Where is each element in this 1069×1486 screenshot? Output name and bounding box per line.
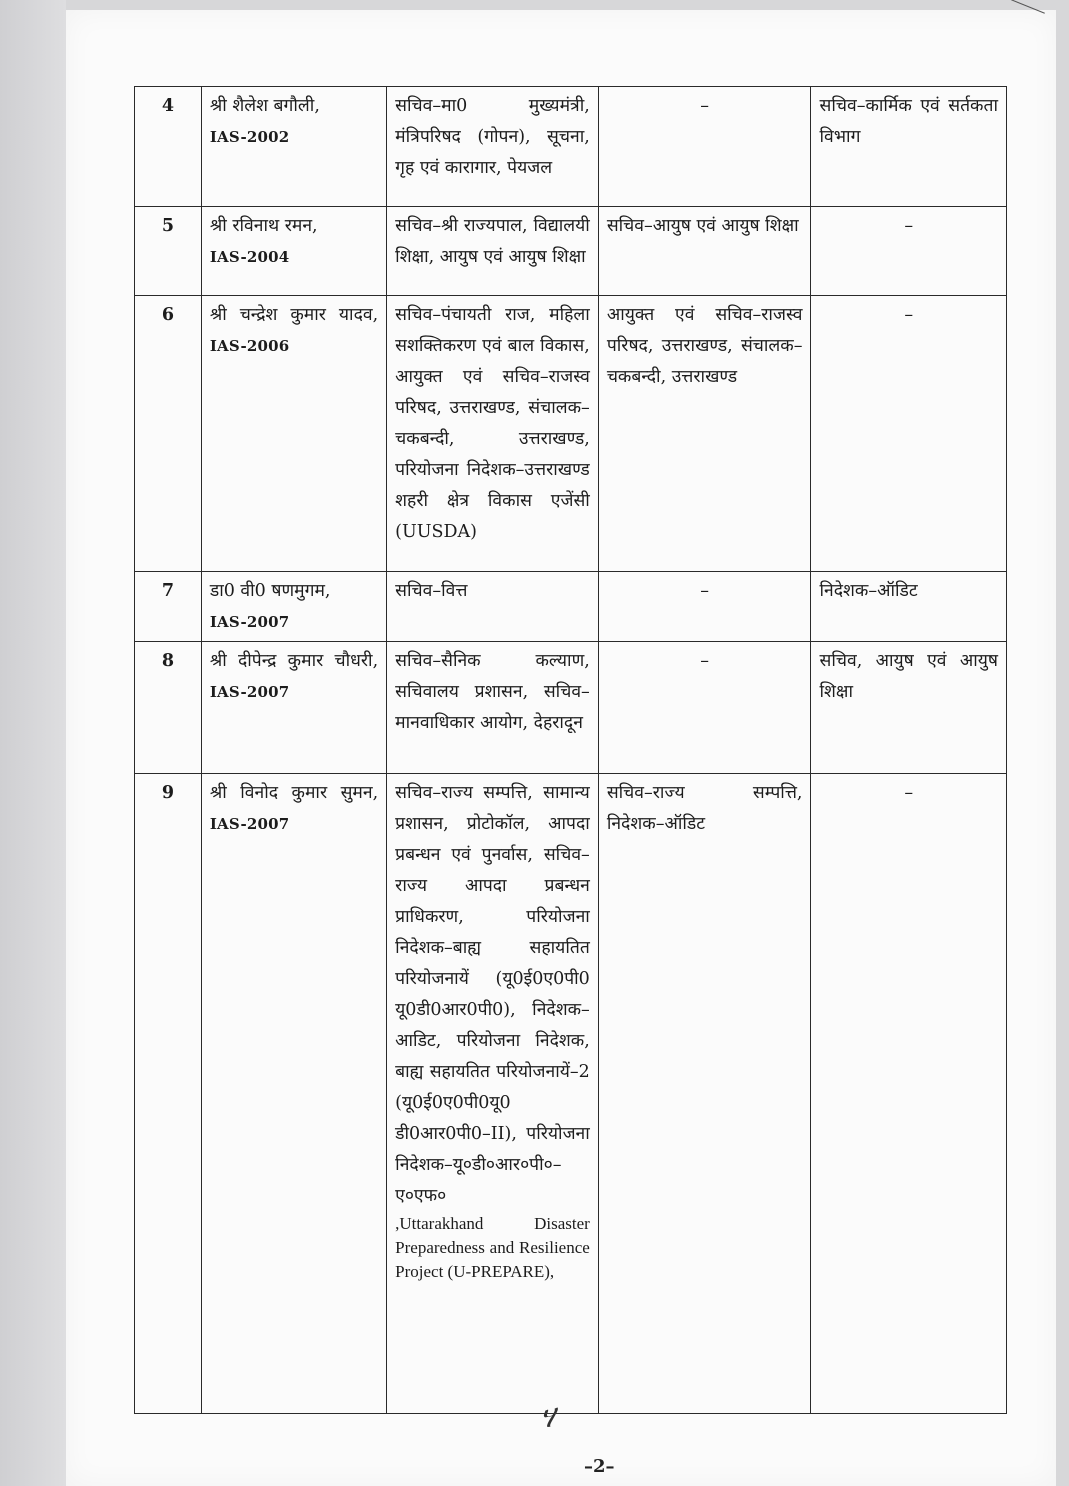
current-posting: सचिव–वित्त bbox=[387, 572, 599, 642]
transfer-table bbox=[134, 86, 1007, 1414]
new-posting bbox=[811, 774, 1007, 1414]
current-posting: सचिव–श्री राज्यपाल, विद्यालयी शिक्षा, आयुष एवं आयुष शिक्षा bbox=[387, 207, 599, 296]
removed-posting: सचिव–आयुष एवं आयुष शिक्षा bbox=[598, 207, 811, 296]
officer-name bbox=[201, 642, 386, 774]
serial-number: 8 bbox=[135, 642, 202, 774]
officer-name-text: डा0 वी0 षणमुगम, bbox=[209, 581, 331, 601]
removed-posting bbox=[598, 572, 811, 642]
new-posting-text: – bbox=[904, 783, 914, 803]
table-row bbox=[135, 296, 1007, 572]
ias-batch: IAS-2002 bbox=[209, 128, 290, 146]
officer-name-text: श्री विनोद कुमार सुमन, bbox=[209, 783, 379, 803]
removed-posting bbox=[598, 642, 811, 774]
ias-batch: IAS-2007 bbox=[209, 683, 290, 701]
new-posting bbox=[811, 207, 1007, 296]
removed-posting-text: – bbox=[700, 96, 710, 116]
table-row bbox=[135, 642, 1007, 774]
new-posting: सचिव, आयुष एवं आयुष शिक्षा bbox=[811, 642, 1007, 774]
table-row bbox=[135, 87, 1007, 207]
officer-name bbox=[201, 774, 386, 1414]
serial-number: 4 bbox=[135, 87, 202, 207]
removed-posting-text: – bbox=[700, 581, 710, 601]
background-left bbox=[0, 0, 66, 1486]
new-posting: निदेशक–ऑडिट bbox=[811, 572, 1007, 642]
new-posting: सचिव–कार्मिक एवं सर्तकता विभाग bbox=[811, 87, 1007, 207]
officer-name-text: श्री शैलेश बगौली, bbox=[209, 96, 320, 116]
serial-number: 7 bbox=[135, 572, 202, 642]
table-row bbox=[135, 774, 1007, 1414]
officer-name-text: श्री रविनाथ रमन, bbox=[209, 216, 318, 236]
current-posting bbox=[387, 774, 599, 1414]
officer-name bbox=[201, 207, 386, 296]
page-number: –2– bbox=[584, 1456, 615, 1477]
current-posting-english: ,Uttarakhand Disaster Preparedness and Resilience Project (U-PREPARE), bbox=[395, 1214, 590, 1281]
new-posting-text: – bbox=[904, 216, 914, 236]
current-posting: सचिव–पंचायती राज, महिला सशक्तिकरण एवं बाल विकास, आयुक्त एवं सचिव–राजस्व परिषद, उत्तराखण्ड, संचालक–चकबन्दी, उत्तराखण्ड, परियोजना निदेशक–उत्तराखण्ड शहरी क्षेत्र विकास एजेंसी (UUSDA) bbox=[387, 296, 599, 572]
table-row bbox=[135, 572, 1007, 642]
ias-batch: IAS-2004 bbox=[209, 248, 290, 266]
serial-number: 9 bbox=[135, 774, 202, 1414]
ias-batch: IAS-2007 bbox=[209, 613, 290, 631]
signature: ሃ bbox=[537, 1399, 559, 1436]
officer-name bbox=[201, 572, 386, 642]
removed-posting bbox=[598, 87, 811, 207]
officer-name bbox=[201, 87, 386, 207]
removed-posting: आयुक्त एवं सचिव–राजस्व परिषद, उत्तराखण्ड, संचालक–चकबन्दी, उत्तराखण्ड bbox=[598, 296, 811, 572]
new-posting-text: – bbox=[904, 305, 914, 325]
removed-posting-text: – bbox=[700, 651, 710, 671]
table-row bbox=[135, 207, 1007, 296]
ias-batch: IAS-2007 bbox=[209, 815, 290, 833]
serial-number: 6 bbox=[135, 296, 202, 572]
ias-batch: IAS-2006 bbox=[209, 337, 290, 355]
officer-name-text: श्री दीपेन्द्र कुमार चौधरी, bbox=[209, 651, 379, 671]
current-posting: सचिव–मा0 मुख्यमंत्री, मंत्रिपरिषद (गोपन), सूचना, गृह एवं कारागार, पेयजल bbox=[387, 87, 599, 207]
removed-posting: सचिव–राज्य सम्पत्ति, निदेशक–ऑडिट bbox=[598, 774, 811, 1414]
serial-number: 5 bbox=[135, 207, 202, 296]
current-posting: सचिव–सैनिक कल्याण, सचिवालय प्रशासन, सचिव–मानवाधिकार आयोग, देहरादून bbox=[387, 642, 599, 774]
new-posting bbox=[811, 296, 1007, 572]
officer-name-text: श्री चन्द्रेश कुमार यादव, bbox=[209, 305, 379, 325]
current-posting-text: सचिव–राज्य सम्पत्ति, सामान्य प्रशासन, प्रोटोकॉल, आपदा प्रबन्धन एवं पुनर्वास, सचिव–राज्य आपदा प्रबन्धन प्राधिकरण, परियोजना निदेशक–बाह्य सहायतित परियोजनायें (यू0ई0ए0पी0 यू0डी0आर0पी0), निदेशक–आडिट, परियोजना निदेशक, बाह्य सहायतित परियोजनायें–2 (यू0ई0ए0पी0यू0 डी0आर0पी0–II), परियोजना निदेशक–यू०डी०आर०पी०–ए०एफ० bbox=[395, 783, 590, 1206]
officer-name bbox=[201, 296, 386, 572]
